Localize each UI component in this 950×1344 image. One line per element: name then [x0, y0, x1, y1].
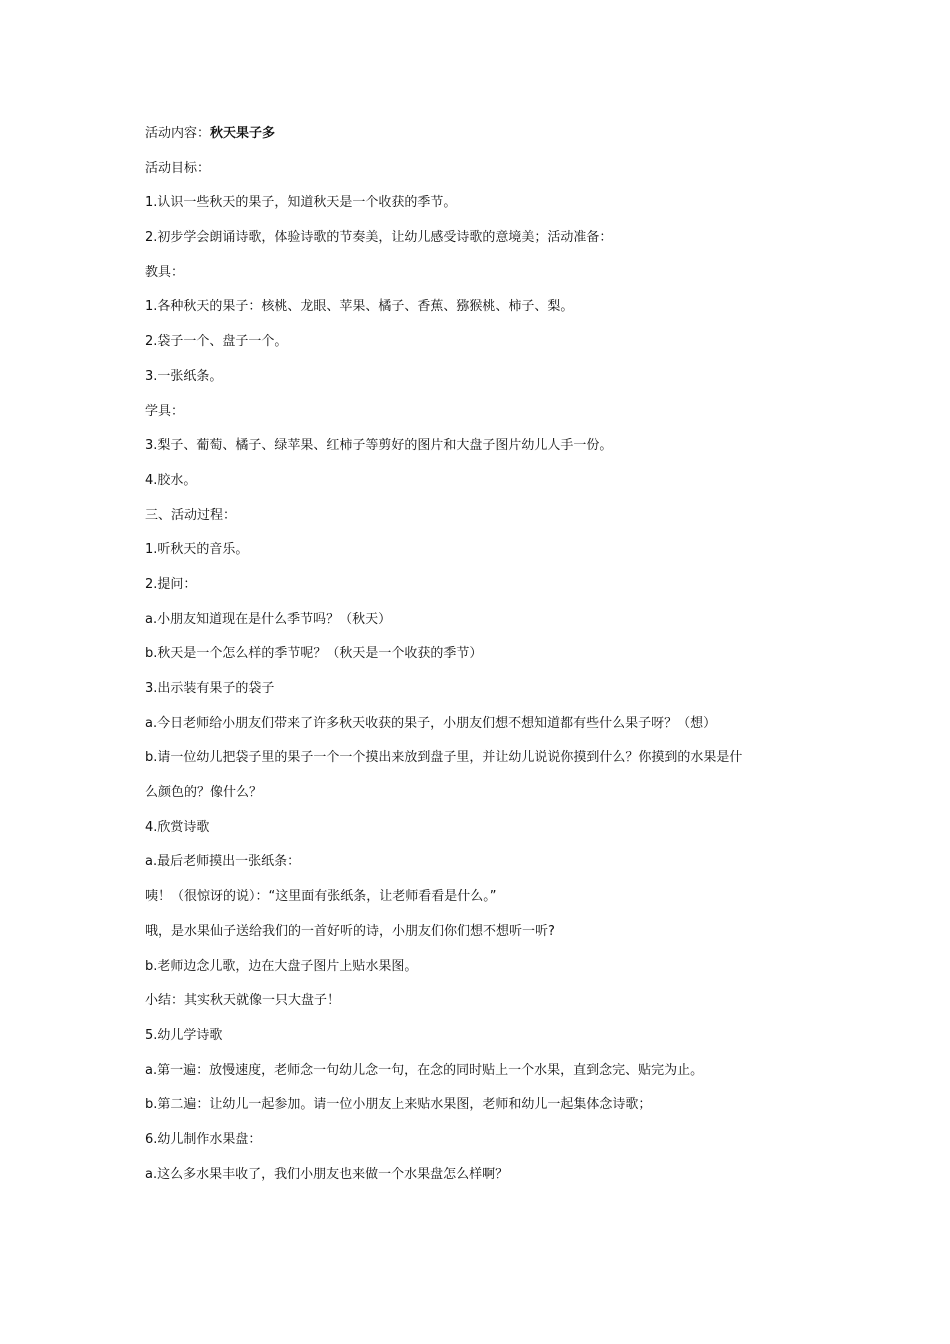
text-line: 2.初步学会朗诵诗歌，体验诗歌的节奏美，让幼儿感受诗歌的意境美；活动准备：: [145, 230, 613, 246]
text-line: b.请一位幼儿把袋子里的果子一个一个摸出来放到盘子里，并让幼儿说说你摸到什么？你摸到的水果是什: [145, 750, 743, 766]
text-line: 5.幼儿学诗歌: [145, 1027, 223, 1043]
text-line: b.老师边念儿歌，边在大盘子图片上贴水果图。: [145, 958, 418, 974]
text-line: a.第一遍：放慢速度，老师念一句幼儿念一句，在念的同时贴上一个水果，直到念完、贴完为止。: [145, 1062, 704, 1078]
text-line: 4.胶水。: [145, 472, 197, 488]
activity-title: 秋天果子多: [210, 126, 276, 141]
text-line: 教具：: [145, 264, 185, 280]
text-line: a.今日老师给小朋友们带来了许多秋天收获的果子，小朋友们想不想知道都有些什么果子呀？（想）: [145, 715, 717, 731]
text-line: b.秋天是一个怎么样的季节呢？（秋天是一个收获的季节）: [145, 646, 483, 662]
text-line: 哦，是水果仙子送给我们的一首好听的诗，小朋友们你们想不想听一听?: [145, 923, 555, 939]
text-line: 活动目标：: [145, 160, 211, 176]
text-line: 4.欣赏诗歌: [145, 819, 210, 835]
text-line: 么颜色的？像什么？: [145, 785, 263, 801]
text-line: 2.提问：: [145, 576, 197, 592]
text-line: 3.梨子、葡萄、橘子、绿苹果、红柿子等剪好的图片和大盘子图片幼儿人手一份。: [145, 438, 613, 454]
text-line: 学具：: [145, 403, 185, 419]
text-line: 1.各种秋天的果子：核桃、龙眼、苹果、橘子、香蕉、猕猴桃、柿子、梨。: [145, 299, 574, 315]
text-line: 3.一张纸条。: [145, 368, 223, 384]
text-line: a.小朋友知道现在是什么季节吗？（秋天）: [145, 611, 392, 627]
text-line: 1.听秋天的音乐。: [145, 542, 249, 558]
activity-content-line: [145, 125, 825, 142]
text-line: 2.袋子一个、盘子一个。: [145, 334, 288, 350]
text-line: 1.认识一些秋天的果子，知道秋天是一个收获的季节。: [145, 195, 457, 211]
text-line: 3.出示装有果子的袋子: [145, 681, 275, 696]
text-line: 咦！（很惊讶的说）：“这里面有张纸条，让老师看看是什么。”: [145, 889, 497, 905]
text-line: a.这么多水果丰收了，我们小朋友也来做一个水果盘怎么样啊？: [145, 1166, 509, 1182]
text-line: 小结：其实秋天就像一只大盘子！: [145, 993, 341, 1009]
text-line: a.最后老师摸出一张纸条：: [145, 854, 301, 870]
activity-content-label: 活动内容：: [145, 126, 211, 141]
text-line: 6.幼儿制作水果盘：: [145, 1131, 262, 1147]
document-body: [145, 125, 825, 1200]
text-line: b.第二遍：让幼儿一起参加。请一位小朋友上来贴水果图，老师和幼儿一起集体念诗歌；: [145, 1097, 652, 1113]
text-line: 三、活动过程：: [145, 507, 237, 523]
